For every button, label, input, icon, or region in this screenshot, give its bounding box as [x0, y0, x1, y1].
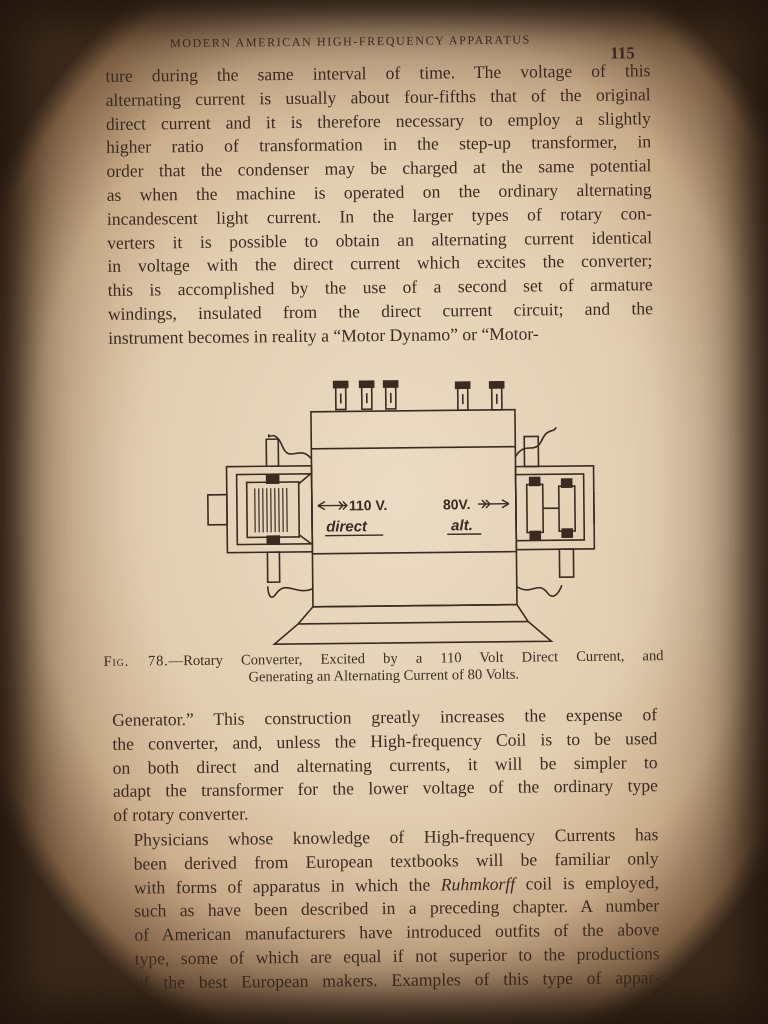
text-line: direct current and it is therefore necessary to employ a slightly	[105, 107, 651, 134]
text-line: ture during the same interval of time. The voltage of this	[105, 60, 651, 86]
alt-voltage-label: 80V.	[442, 496, 471, 513]
text-line: type, some of which are equal if not superior to the productions	[134, 943, 660, 969]
text-line: of rotary converter.	[113, 803, 249, 826]
text-line: higher ratio of transformation in the step-up transformer, in	[106, 131, 652, 158]
paragraph-3	[113, 823, 660, 995]
converter-body	[311, 410, 517, 607]
text-line: instrument becomes in reality a “Motor Dynamo” or “Motor-	[108, 323, 539, 348]
direct-voltage-label: 110 V.	[348, 496, 388, 514]
text-line: incandescent light current. In the larger types of rotary con-	[106, 202, 652, 229]
alt-label: alt.	[451, 517, 473, 535]
ruhmkorff-term: Ruhmkorff	[440, 873, 516, 895]
alt-arrow-icon	[478, 500, 509, 508]
direct-arrow-icon	[318, 501, 347, 509]
text-line: such as have been described in a preceding chapter. A number	[134, 895, 660, 922]
text-line: alternating current is usually about four-fifths that of the original	[105, 84, 651, 110]
text-line: on both direct and alternating currents, it will be simpler to	[112, 751, 658, 778]
terminal-posts	[334, 380, 504, 412]
text-line: Physicians whose knowledge of High-frequency Currents has	[133, 824, 659, 850]
book-page	[25, 14, 747, 1011]
page-number: 115	[610, 43, 635, 63]
rotary-converter-figure	[173, 361, 596, 650]
text-line: order that the condenser may be charged at the same potential	[106, 155, 652, 182]
text-line: as when the machine is operated on the ordinary alternating	[106, 179, 652, 205]
caption-text: —Rotary Converter, Excited by a 110 Volt Direct Current, and	[168, 648, 664, 670]
text-line: of American manufacturers have introduced outfits of the above	[134, 919, 660, 945]
text-line: been derived from European textbooks will be familiar only	[133, 847, 659, 874]
running-head: MODERN AMERICAN HIGH-FREQUENCY APPARATUS	[169, 32, 531, 51]
text-segment: with forms of apparatus in which the	[133, 874, 441, 898]
caption-line-2: Generating an Alternating Current of 80 Volts.	[248, 666, 520, 686]
text-line: Generator.” This construction greatly increases the expense of	[112, 704, 658, 730]
text-line: adapt the transformer for the lower voltage of the ordinary type	[112, 775, 658, 802]
text-segment: coil is employed,	[515, 871, 659, 894]
direct-label: direct	[326, 518, 368, 536]
figure-number: Fig. 78.	[103, 653, 169, 670]
text-line: windings, insulated from the direct current circuit; and the	[107, 298, 653, 324]
text-line: of the best European makers. Examples of this type of appar-	[134, 966, 660, 993]
paragraph-1	[105, 59, 653, 350]
text-line: the converter, and, unless the High-frequency Coil is to be used	[112, 727, 658, 754]
paragraph-2	[112, 703, 658, 828]
figure-caption	[103, 648, 663, 688]
text-line: verters it is possible to obtain an alternating current identical	[107, 226, 653, 253]
text-line: in voltage with the direct current which excites the converter;	[107, 250, 653, 277]
text-line: this is accomplished by the use of a second set of armature	[107, 274, 653, 301]
